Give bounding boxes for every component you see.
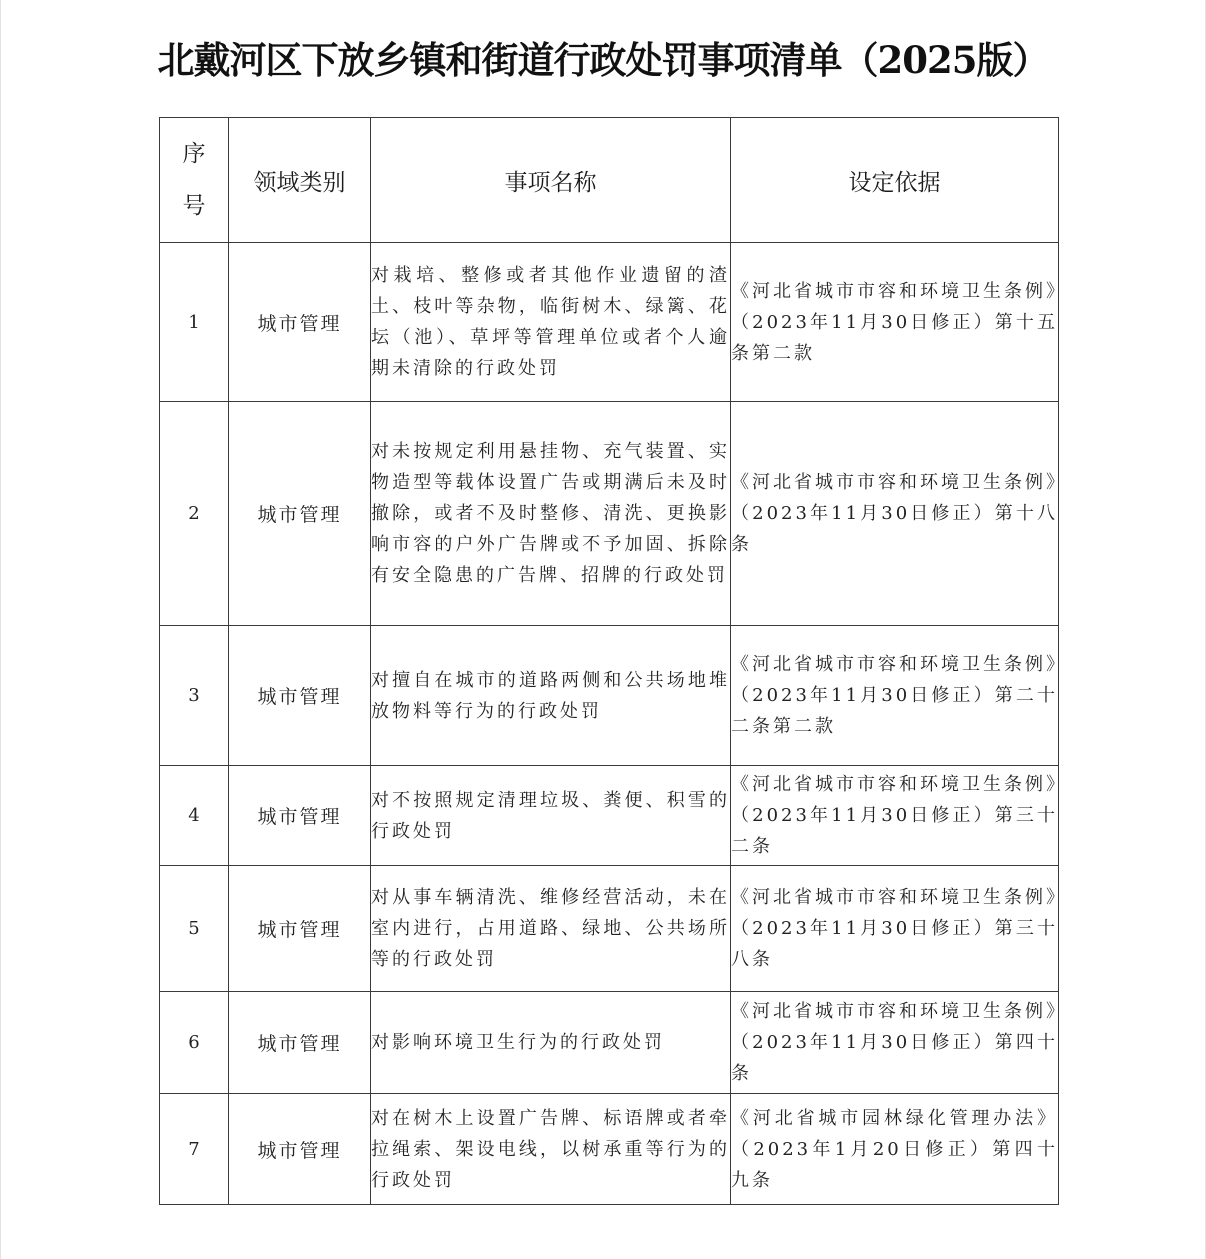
row-domain: 城市管理 — [229, 992, 371, 1094]
row-number: 7 — [160, 1094, 229, 1205]
row-item-name: 对擅自在城市的道路两侧和公共场地堆放物料等行为的行政处罚 — [371, 626, 731, 766]
header-item-name: 事项名称 — [371, 118, 731, 243]
row-domain: 城市管理 — [229, 402, 371, 626]
row-number: 5 — [160, 866, 229, 992]
row-item-name: 对未按规定利用悬挂物、充气装置、实物造型等载体设置广告或期满后未及时撤除，或者不及时整修、清洗、更换影响市容的户外广告牌或不予加固、拆除有安全隐患的广告牌、招牌的行政处罚 — [371, 402, 731, 626]
table-row — [160, 402, 1059, 626]
table-row — [160, 992, 1059, 1094]
table-header-row — [160, 118, 1059, 243]
row-item-name: 对影响环境卫生行为的行政处罚 — [371, 992, 731, 1094]
table-row — [160, 243, 1059, 402]
page-edge-left — [0, 0, 1, 1259]
row-basis: 《河北省城市市容和环境卫生条例》（2023年11月30日修正）第十八条 — [731, 402, 1059, 626]
row-number: 2 — [160, 402, 229, 626]
document-title: 北戴河区下放乡镇和街道行政处罚事项清单（2025版） — [157, 38, 1049, 82]
row-item-name: 对不按照规定清理垃圾、粪便、积雪的行政处罚 — [371, 766, 731, 866]
penalty-items-table — [159, 117, 1059, 1205]
row-basis: 《河北省城市市容和环境卫生条例》（2023年11月30日修正）第四十条 — [731, 992, 1059, 1094]
table-row — [160, 766, 1059, 866]
row-domain: 城市管理 — [229, 866, 371, 992]
header-domain: 领域类别 — [229, 118, 371, 243]
row-number: 3 — [160, 626, 229, 766]
row-basis: 《河北省城市园林绿化管理办法》（2023年1月20日修正）第四十九条 — [731, 1094, 1059, 1205]
row-item-name: 对栽培、整修或者其他作业遗留的渣土、枝叶等杂物，临街树木、绿篱、花坛（池）、草坪等管理单位或者个人逾期未清除的行政处罚 — [371, 243, 731, 402]
row-basis: 《河北省城市市容和环境卫生条例》（2023年11月30日修正）第二十二条第二款 — [731, 626, 1059, 766]
table-row — [160, 626, 1059, 766]
table-row — [160, 1094, 1059, 1205]
table-row — [160, 866, 1059, 992]
row-domain: 城市管理 — [229, 243, 371, 402]
row-basis: 《河北省城市市容和环境卫生条例》（2023年11月30日修正）第十五条第二款 — [731, 243, 1059, 402]
row-basis: 《河北省城市市容和环境卫生条例》（2023年11月30日修正）第三十八条 — [731, 866, 1059, 992]
row-domain: 城市管理 — [229, 1094, 371, 1205]
header-seq-label: 序号 — [182, 141, 206, 219]
row-basis: 《河北省城市市容和环境卫生条例》（2023年11月30日修正）第三十二条 — [731, 766, 1059, 866]
row-item-name: 对从事车辆清洗、维修经营活动，未在室内进行，占用道路、绿地、公共场所等的行政处罚 — [371, 866, 731, 992]
row-domain: 城市管理 — [229, 626, 371, 766]
row-item-name: 对在树木上设置广告牌、标语牌或者牵拉绳索、架设电线，以树承重等行为的行政处罚 — [371, 1094, 731, 1205]
row-number: 4 — [160, 766, 229, 866]
header-basis: 设定依据 — [731, 118, 1059, 243]
row-number: 1 — [160, 243, 229, 402]
row-domain: 城市管理 — [229, 766, 371, 866]
row-number: 6 — [160, 992, 229, 1094]
header-seq — [160, 118, 229, 243]
